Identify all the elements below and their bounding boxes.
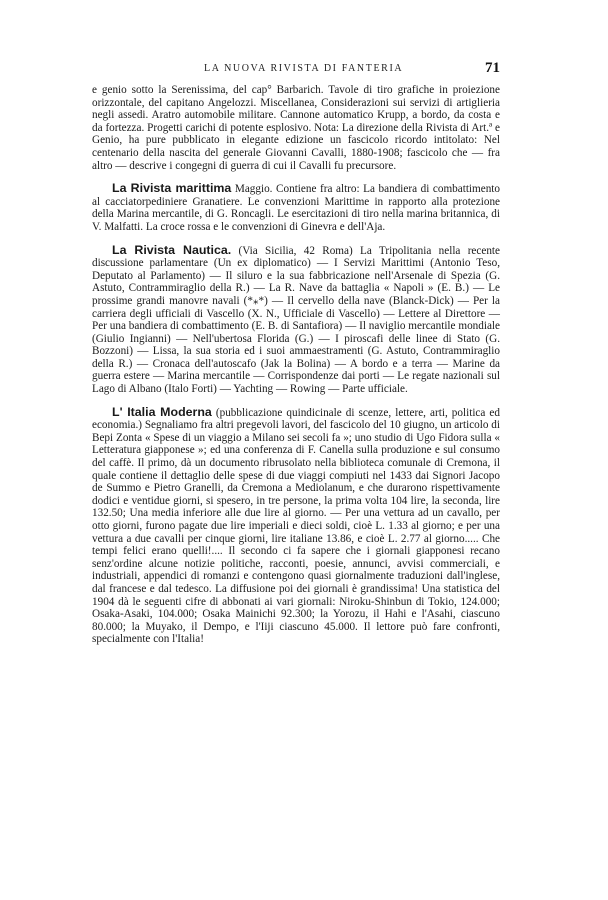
intro-paragraph: e genio sotto la Serenissima, del cap° Barbarich. Tavole di tiro grafiche in proiezione orizzontale, del capitano Angelozzi. Miscellanea, Considerazioni sui servizi di artiglieria negli assedi. Aratro automobile militare. Cannone automatico Krupp, a bordo, da costa e da fortezza. Progetti carichi di potente esplosivo. Nota: La direzione della Rivista di Art.ª e Genio, ha pure pubblicato in elegante edizione un fascicolo ricordo intitolato: Nel centenario della nascita del generale Giovanni Cavalli, 1880-1908; fascicolo che — fra altro — descrive i congegni di guerra di cui il Cavalli fu precursore.	[92, 84, 500, 172]
italia-moderna-body: (pubblicazione quindicinale di scenze, lettere, arti, politica ed economia.) Segnaliamo fra altri pregevoli lavori, del fascicolo del 10 giugno, un articolo di Bepi Zonta « Spese di un viaggio a Milano sei secoli fa »; uno studio di Ugo Fidora sulla « Letteratura giapponese »; ed una conferenza di F. Canella sulla produzione e sul consumo del caffè. Il primo, dà un documento ribrusolato nella biblioteca comunale di Cremona, il quale contiene il dettaglio delle spese di due viaggi compiuti nel 1433 dai Signori Jacopo de Summo e Pietro Granelli, da Cremona a Mediolanum, e che durarono rispettivamente dodici e ventidue giorni, si spesero, in tre persone, la prima volta 104 lire, la seconda, lire 132.50; Una media inferiore alle due lire al giorno. — Per una vettura ad un cavallo, per otto giorni, furono pagate due lire imperiali e dieci soldi, cioè L. 1.33 al giorno; e per una vettura a due cavalli per cinque giorni, lire italiane 13.86, e cioè L. 2.77 al giorno..... Che tempi felici erano quelli!.... Il secondo ci fa sapere che i giornali giapponesi recano senz'ordine alcune notizie politiche, racconti, poesie, annunci, avvisi commerciali, e industriali, appendici di romanzi e contengono quasi giornalmente traduzioni dall'inglese, dal francese e dal tedesco. La diffusione poi dei giornali è grandissima! Una statistica del 1904 dà le seguenti cifre di abbonati ai vari giornali: Niroku-Shinbun di Tokio, 124.000; Osaka-Asaki, 104.000; Osaka Mainichi 92.300; la Yorozu, il Hahi e l'Asahi, ciascuno 80.000; la Muyako, il Dempo, e l'Iiji ciascuno 45.000. Il lettore può fare confronti, specialmente con l'Italia!	[92, 406, 500, 646]
rivista-marittima-body: Maggio. Contiene fra altro: La bandiera di combattimento al cacciatorpediniere Granatiere. Le convenzioni Marittime in rapporto alla protezione della Marina mercantile, di G. Roncagli. Le esercitazioni di tiro nella marina britannica, di V. Malfatti. La croce rossa e le convenzioni di Ginevra e dell'Aja.	[92, 183, 501, 233]
running-title: LA NUOVA RIVISTA DI FANTERIA	[204, 63, 404, 74]
rivista-marittima-paragraph	[92, 182, 500, 233]
rivista-nautica-paragraph	[92, 244, 500, 396]
running-head	[92, 60, 500, 78]
page-number: 71	[485, 60, 500, 76]
italia-moderna-paragraph	[92, 406, 500, 646]
italia-moderna-title: L' Italia Moderna	[112, 404, 212, 419]
rivista-nautica-title: La Rivista Nautica.	[112, 242, 232, 257]
rivista-marittima-title: La Rivista marittima	[112, 181, 232, 196]
article-body	[92, 84, 500, 656]
rivista-nautica-body: (Via Sicilia, 42 Roma) La Tripolitania nella recente discussione parlamentare (Un ex diplomatico) — I Servizi Marittimi (Antonio Teso, Deputato al Parlamento) — Il siluro e la sua fabbricazione nell'Arsenale di Spezia (G. Astuto, Contrammiraglio della R.) — La R. Nave da battaglia « Napoli » (E. B.) — Le prossime grandi manovre navali (*⁎*) — Il cervello della nave (Blanck-Dick) — Per la carriera degli ufficiali di Vascello (X. N., Ufficiale di Vascello) — Lettere al Direttore — Per una bandiera di combattimento (E. B. di Santafiora) — Il naviglio mercantile mondiale (Giulio Ingianni) — Nell'ubertosa Florida (G.) — I piroscafi delle linee di Stato (G. Bozzoni) — Lissa, la sua storia ed i suoi ammaestramenti (G. Astuto, Contrammiraglio della R.) — Cronaca dell'autoscafo (Jak la Bolina) — A bordo e a terra — Marine da guerra estere — Marina mercantile — Corrispondenze dai porti — Le regate nazionali sul Lago di Albano (Italo Forti) — Yachting — Rowing — Parte ufficiale.	[92, 244, 500, 396]
